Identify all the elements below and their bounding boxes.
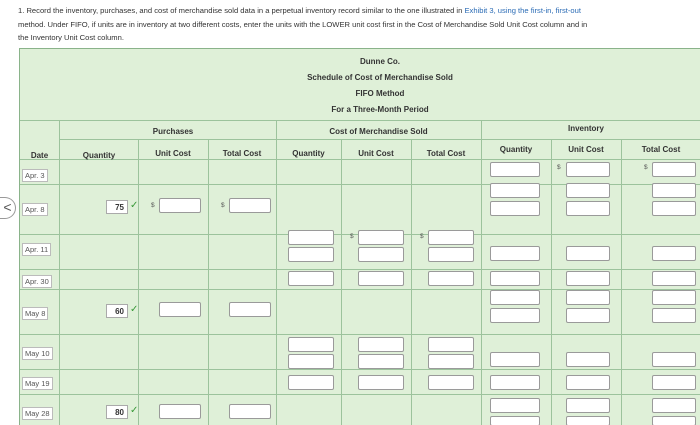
purchases-group-header: Purchases — [152, 127, 194, 136]
cogs-total-cost-header: Total Cost — [426, 149, 466, 158]
purchase-unit-cost-header: Unit Cost — [155, 149, 191, 158]
inventory-unit-cost-header: Unit Cost — [568, 145, 604, 154]
inventory-quantity-input[interactable] — [490, 416, 540, 425]
purchase-unit-cost-input[interactable] — [159, 198, 201, 213]
cogs-group-header: Cost of Merchandise Sold — [329, 127, 428, 136]
cogs-unit-cost-input[interactable] — [358, 354, 404, 369]
inventory-unit-cost-input[interactable] — [566, 416, 610, 425]
inventory-total-cost-input[interactable] — [652, 308, 696, 323]
cogs-unit-cost-input[interactable] — [358, 337, 404, 352]
inventory-quantity-input[interactable] — [490, 375, 540, 390]
cogs-quantity-input[interactable] — [288, 271, 334, 286]
cogs-quantity-input[interactable] — [288, 247, 334, 262]
cogs-total-cost-input[interactable] — [428, 247, 474, 262]
cogs-total-cost-input[interactable] — [428, 337, 474, 352]
date-cell: May 19 — [22, 377, 53, 390]
cogs-total-cost-input[interactable] — [428, 375, 474, 390]
inventory-quantity-input[interactable] — [490, 398, 540, 413]
cogs-quantity-input[interactable] — [288, 375, 334, 390]
inventory-total-cost-input[interactable] — [652, 201, 696, 216]
schedule-title: Schedule of Cost of Merchandise Sold — [307, 73, 453, 82]
inventory-quantity-input[interactable] — [490, 162, 540, 177]
inventory-total-cost-input[interactable] — [652, 398, 696, 413]
check-icon: ✓ — [130, 304, 139, 315]
check-icon: ✓ — [130, 200, 139, 211]
cogs-total-cost-input[interactable] — [428, 230, 474, 245]
cogs-quantity-input[interactable] — [288, 354, 334, 369]
cogs-quantity-input[interactable] — [288, 337, 334, 352]
inventory-unit-cost-input[interactable] — [566, 375, 610, 390]
inventory-total-cost-input[interactable] — [652, 271, 696, 286]
inventory-total-cost-input[interactable] — [652, 375, 696, 390]
inventory-quantity-input[interactable] — [490, 308, 540, 323]
purchase-total-cost-input[interactable] — [229, 404, 271, 419]
purchase-total-cost-input[interactable] — [229, 302, 271, 317]
inventory-unit-cost-input[interactable] — [566, 398, 610, 413]
purchase-unit-cost-input[interactable] — [159, 302, 201, 317]
cogs-unit-cost-input[interactable] — [358, 271, 404, 286]
cogs-quantity-header: Quantity — [292, 149, 325, 158]
inventory-total-cost-input[interactable] — [652, 246, 696, 261]
date-cell: Apr. 8 — [22, 203, 48, 216]
cogs-total-cost-input[interactable] — [428, 271, 474, 286]
inventory-quantity-input[interactable] — [490, 290, 540, 305]
inventory-quantity-input[interactable] — [490, 183, 540, 198]
inventory-total-cost-input[interactable] — [652, 352, 696, 367]
inventory-group-header: Inventory — [567, 124, 604, 133]
inventory-unit-cost-input[interactable] — [566, 352, 610, 367]
cogs-unit-cost-input[interactable] — [358, 247, 404, 262]
date-cell: May 28 — [22, 407, 53, 420]
currency-symbol: $ — [420, 233, 424, 240]
instructions-text: 1. Record the inventory, purchases, and cost of merchandise sold data in a perpetual inventory record similar to the one illustrated in — [18, 6, 465, 15]
currency-symbol: $ — [350, 233, 354, 240]
currency-symbol: $ — [557, 164, 561, 171]
instructions-line-3: the Inventory Unit Cost column. — [18, 33, 124, 42]
purchase-quantity-value[interactable]: 75 — [106, 200, 128, 214]
inventory-total-cost-header: Total Cost — [641, 145, 681, 154]
currency-symbol: $ — [151, 202, 155, 209]
date-cell: Apr. 30 — [22, 275, 52, 288]
method-label: FIFO Method — [355, 89, 405, 98]
inventory-unit-cost-input[interactable] — [566, 246, 610, 261]
inventory-total-cost-input[interactable] — [652, 183, 696, 198]
period-label: For a Three-Month Period — [331, 105, 429, 114]
inventory-unit-cost-input[interactable] — [566, 183, 610, 198]
purchase-unit-cost-input[interactable] — [159, 404, 201, 419]
inventory-unit-cost-input[interactable] — [566, 308, 610, 323]
company-name: Dunne Co. — [360, 57, 400, 66]
date-cell: Apr. 3 — [22, 169, 48, 182]
purchase-quantity-value[interactable]: 80 — [106, 405, 128, 419]
cogs-total-cost-input[interactable] — [428, 354, 474, 369]
check-icon: ✓ — [130, 405, 139, 416]
currency-symbol: $ — [644, 164, 648, 171]
chevron-left-icon: < — [3, 199, 12, 215]
cogs-quantity-input[interactable] — [288, 230, 334, 245]
purchase-quantity-value[interactable]: 60 — [106, 304, 128, 318]
inventory-unit-cost-input[interactable] — [566, 271, 610, 286]
date-cell: May 10 — [22, 347, 53, 360]
instructions-line-2: method. Under FIFO, if units are in inventory at two different costs, enter the units with the LOWER unit cost first in the Cost of Merchandise Sold Unit Cost column and in — [18, 19, 588, 29]
inventory-total-cost-input[interactable] — [652, 290, 696, 305]
inventory-total-cost-input[interactable] — [652, 162, 696, 177]
instructions-line-1 — [18, 4, 698, 18]
inventory-unit-cost-input[interactable] — [566, 162, 610, 177]
purchase-total-cost-input[interactable] — [229, 198, 271, 213]
inventory-quantity-input[interactable] — [490, 201, 540, 216]
inventory-quantity-header: Quantity — [499, 145, 533, 154]
perpetual-inventory-record — [19, 48, 700, 425]
date-cell: May 8 — [22, 307, 48, 320]
instructions — [18, 4, 698, 45]
inventory-quantity-input[interactable] — [490, 352, 540, 367]
exhibit-link[interactable]: Exhibit 3, using the first-in, first-out — [464, 6, 581, 15]
date-header: Date — [30, 151, 49, 160]
date-cell: Apr. 11 — [22, 243, 51, 256]
purchase-total-cost-header: Total Cost — [222, 149, 262, 158]
cogs-unit-cost-input[interactable] — [358, 230, 404, 245]
inventory-quantity-input[interactable] — [490, 271, 540, 286]
inventory-total-cost-input[interactable] — [652, 416, 696, 425]
inventory-quantity-input[interactable] — [490, 246, 540, 261]
inventory-unit-cost-input[interactable] — [566, 201, 610, 216]
currency-symbol: $ — [221, 202, 225, 209]
inventory-unit-cost-input[interactable] — [566, 290, 610, 305]
purchase-quantity-header: Quantity — [82, 151, 116, 160]
collapse-panel-button[interactable] — [0, 197, 16, 219]
cogs-unit-cost-header: Unit Cost — [358, 149, 394, 158]
cogs-unit-cost-input[interactable] — [358, 375, 404, 390]
